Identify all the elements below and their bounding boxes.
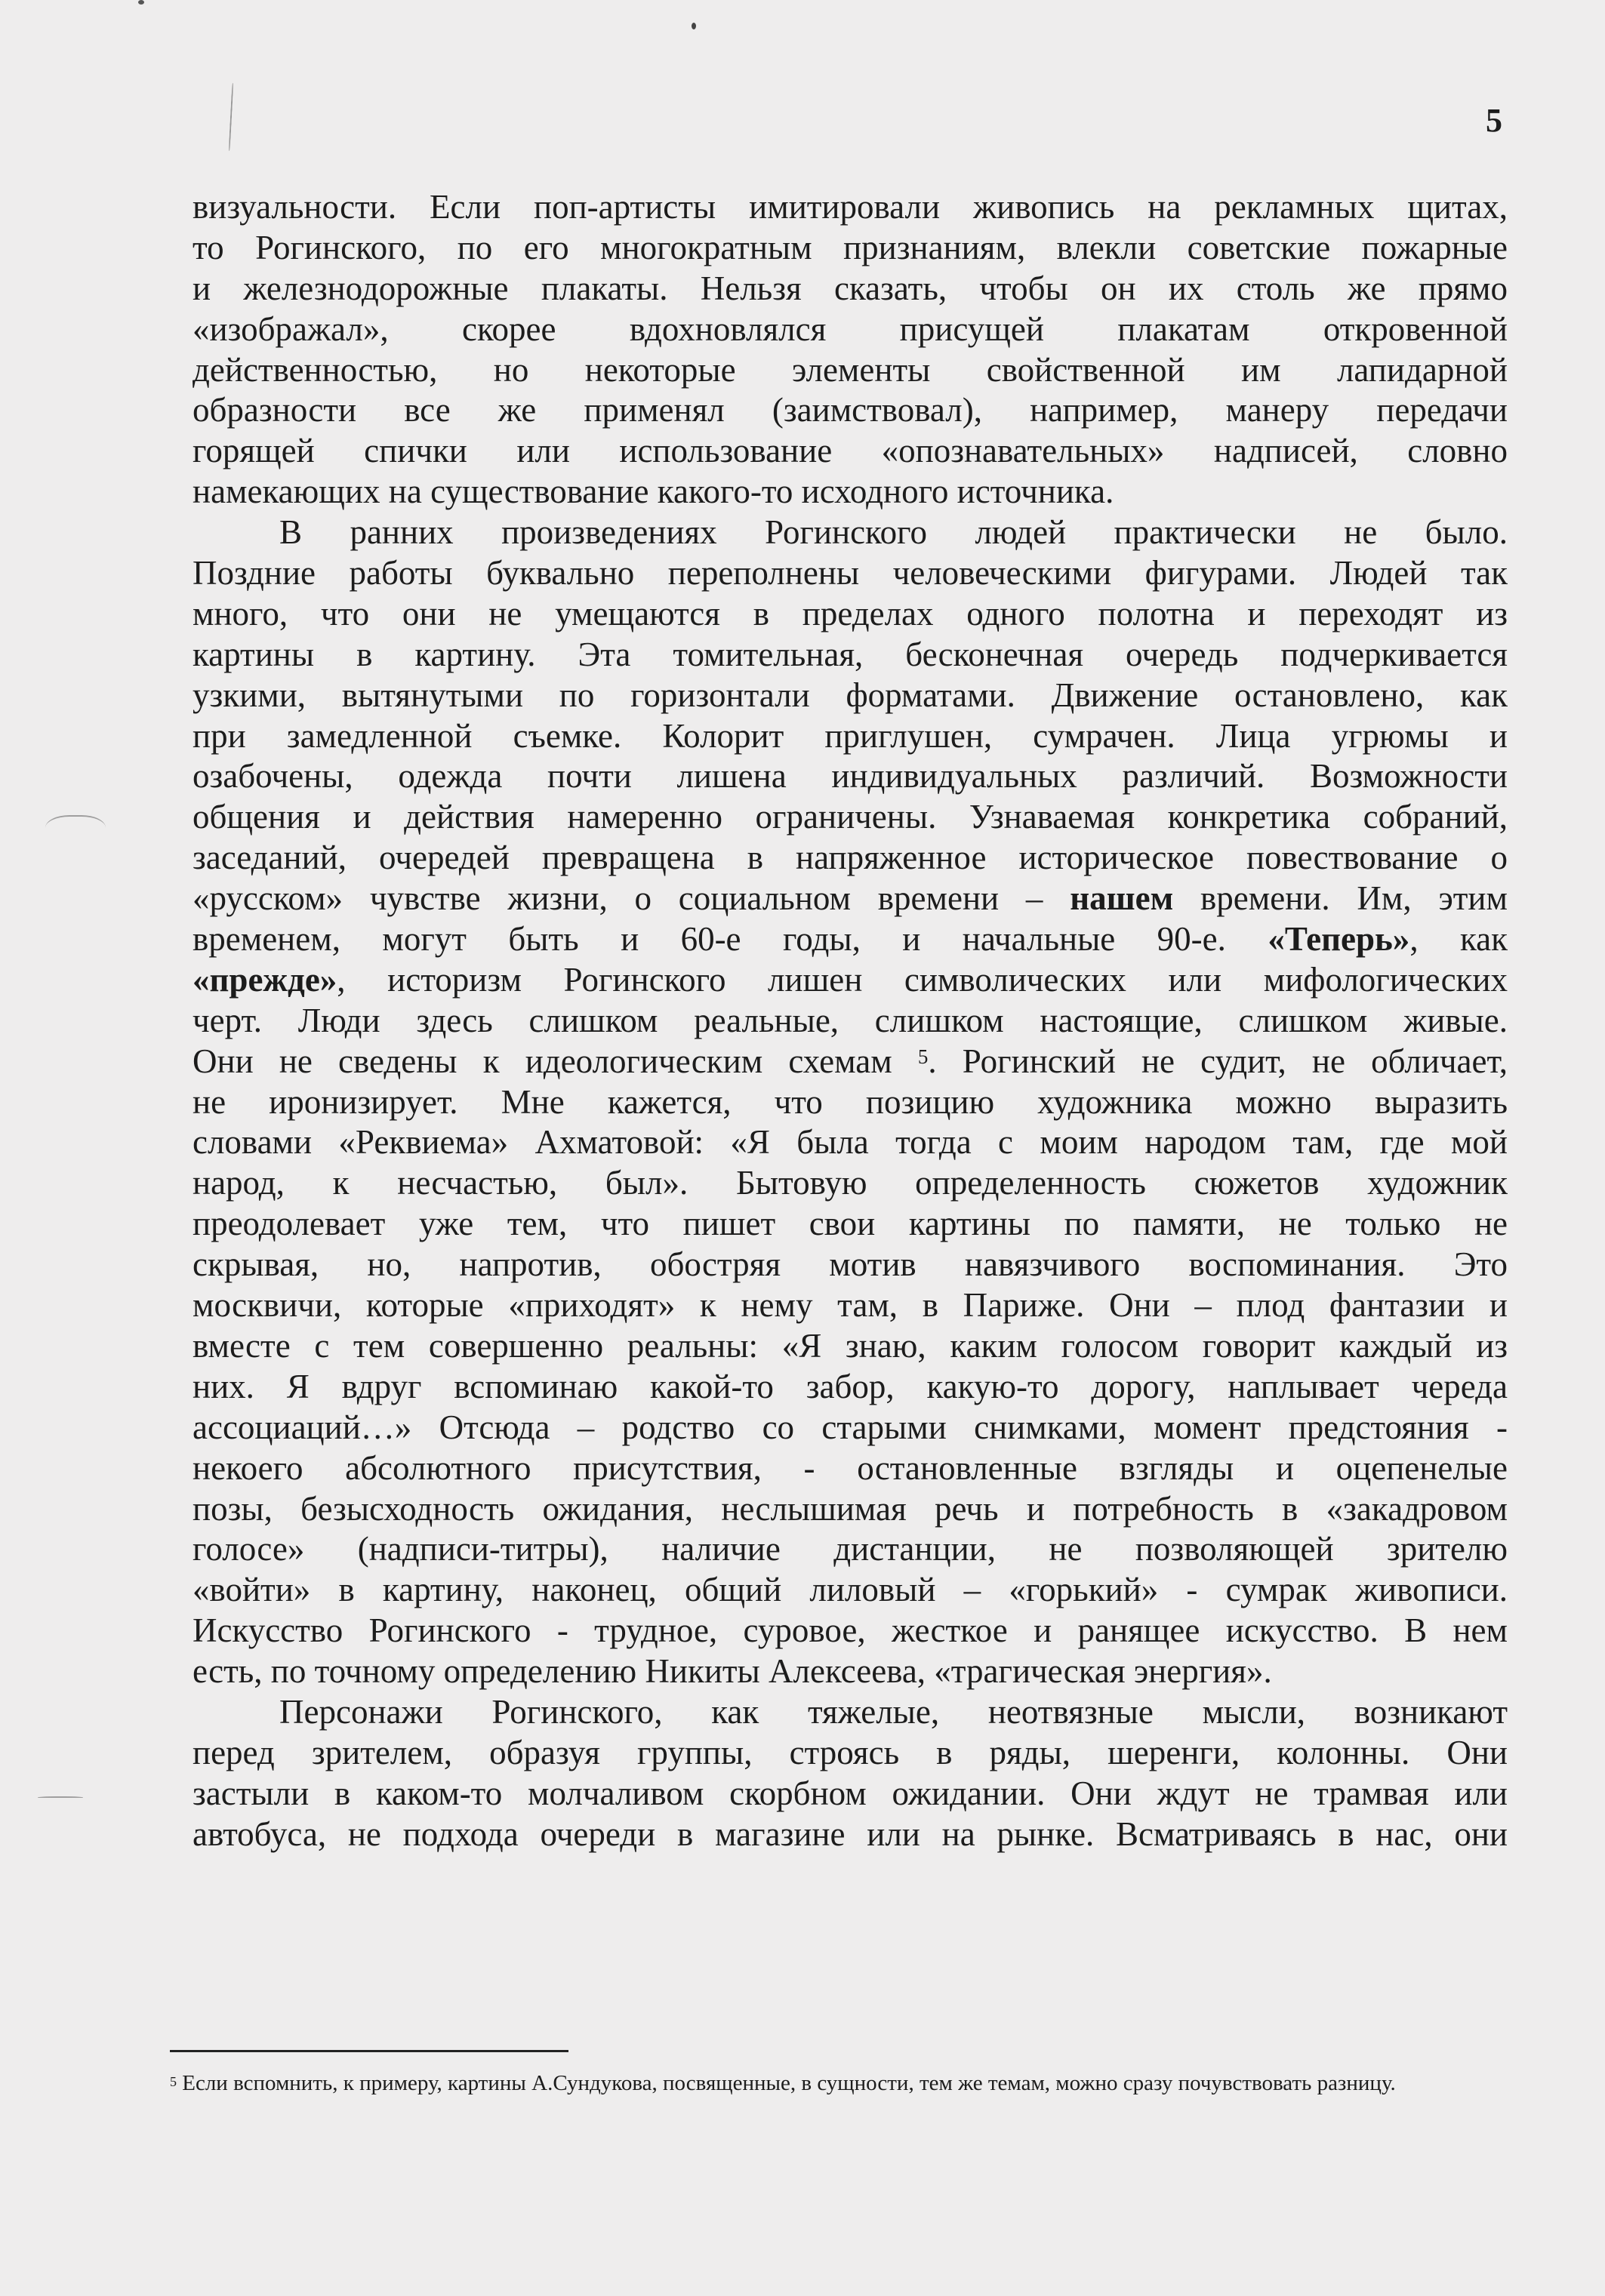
text-line: образности все же применял (заимствовал), например, манеру передачи <box>193 391 1508 429</box>
text-line: много, что они не умещаются в пределах одного полотна и переходят из <box>193 594 1508 632</box>
text-line: вместе с тем совершенно реальны: «Я знаю, каким голосом говорит каждый из <box>193 1326 1508 1365</box>
page-number: 5 <box>1486 102 1502 139</box>
text-line: действенностью, но некоторые элементы свойственной им лапидарной <box>193 350 1508 389</box>
scan-hair <box>229 83 234 151</box>
text-line: «войти» в картину, наконец, общий лиловый – «горький» - сумрак живописи. <box>193 1571 1508 1609</box>
footnote-reference: 5 <box>917 1045 929 1068</box>
text-line: В ранних произведениях Рогинского людей практически не было. <box>279 513 1508 552</box>
text-line: есть, по точному определению Никиты Алексеева, «трагическая энергия». <box>193 1652 1272 1691</box>
text-line: общения и действия намеренно ограничены. Узнаваемая конкретика собраний, <box>193 798 1508 836</box>
text-line: Персонажи Рогинского, как тяжелые, неотвязные мысли, возникают <box>279 1692 1508 1731</box>
text-line: картины в картину. Эта томительная, бесконечная очередь подчеркивается <box>193 635 1508 673</box>
text-line: не иронизирует. Мне кажется, что позицию художника можно выразить <box>193 1082 1508 1121</box>
text-line: узкими, вытянутыми по горизонтали форматами. Движение остановлено, как <box>193 676 1508 714</box>
scan-hair <box>38 1796 83 1799</box>
text-line: ассоциаций…» Отсюда – родство со старыми снимками, момент предстояния - <box>193 1408 1508 1446</box>
scan-hair <box>45 815 106 847</box>
text-line: и железнодорожные плакаты. Нельзя сказать, чтобы он их столь же прямо <box>193 269 1508 307</box>
text-line: горящей спички или использование «опознавательных» надписей, словно <box>193 432 1508 470</box>
footnote-separator <box>170 2050 568 2052</box>
text-line: народ, к несчастью, был». Бытовую определенность сюжетов художник <box>193 1164 1508 1202</box>
footnote-marker: 5 <box>170 2074 177 2089</box>
scan-speck <box>692 23 696 29</box>
text-line: заседаний, очередей превращена в напряженное историческое повествование о <box>193 839 1508 877</box>
text-line: голосе» (надписи-титры), наличие дистанции, не позволяющей зрителю <box>193 1530 1508 1568</box>
body-text <box>193 187 1508 1855</box>
paragraph <box>193 1692 1508 1855</box>
text-line: озабочены, одежда почти лишена индивидуальных различий. Возможности <box>193 757 1508 796</box>
text-line: Они не сведены к идеологическим схемам $^5$. Рогинский не судит, не обличает, <box>193 1042 1508 1080</box>
text-line: застыли в каком-то молчаливом скорбном ожидании. Они ждут не трамвая или <box>193 1774 1508 1812</box>
text-line: Искусство Рогинского - трудное, суровое, жесткое и ранящее искусство. В нем <box>193 1611 1508 1650</box>
text-line: преодолевает уже тем, что пишет свои картины по памяти, не только не <box>193 1205 1508 1243</box>
paragraph <box>193 512 1508 1692</box>
text-line: «прежде», историзм Рогинского лишен символических или мифологических <box>193 960 1508 999</box>
text-line: временем, могут быть и 60-е годы, и начальные 90-е. «Теперь», как <box>193 920 1508 959</box>
text-line: автобуса, не подхода очереди в магазине или на рынке. Всматриваясь в нас, они <box>193 1814 1508 1853</box>
text-line: некоего абсолютного присутствия, - остановленные взгляды и оцепенелые <box>193 1448 1508 1487</box>
text-line: намекающих на существование какого-то исходного источника. <box>193 472 1114 511</box>
footnote <box>170 2068 1506 2098</box>
text-line: «русском» чувстве жизни, о социальном времени – нашем времени. Им, этим <box>193 879 1508 918</box>
text-line: черт. Люди здесь слишком реальные, слишком настоящие, слишком живые. <box>193 1001 1508 1039</box>
text-line: позы, безысходность ожидания, неслышимая речь и потребность в «закадровом <box>193 1489 1508 1528</box>
emphasis: «Теперь» <box>1268 920 1410 959</box>
text-line: перед зрителем, образуя группы, строясь в ряды, шеренги, колонны. Они <box>193 1733 1508 1771</box>
text-line: при замедленной съемке. Колорит приглушен, сумрачен. Лица угрюмы и <box>193 716 1508 755</box>
text-line: Поздние работы буквально переполнены человеческими фигурами. Людей так <box>193 554 1508 592</box>
text-line: них. Я вдруг вспоминаю какой-то забор, какую-то дорогу, наплывает череда <box>193 1367 1508 1405</box>
text-line: «изображал», скорее вдохновлялся присущей плакатам откровенной <box>193 309 1508 348</box>
text-line: скрывая, но, напротив, обостряя мотив навязчивого воспоминания. Это <box>193 1245 1508 1284</box>
paragraph <box>193 187 1508 512</box>
text-line: словами «Реквиема» Ахматовой: «Я была тогда с моим народом там, где мой <box>193 1123 1508 1162</box>
footnote-text: Если вспомнить, к примеру, картины А.Сундукова, посвященные, в сущности, тем же темам, можно сразу почувствовать разницу. <box>182 2071 1396 2095</box>
text-line: визуальности. Если поп-артисты имитировали живопись на рекламных щитах, <box>193 188 1508 226</box>
text-line: москвичи, которые «приходят» к нему там, в Париже. Они – плод фантазии и <box>193 1286 1508 1325</box>
emphasis: нашем <box>1070 879 1174 918</box>
emphasis: «прежде» <box>193 960 337 999</box>
scan-speck <box>138 0 144 5</box>
text-line: то Рогинского, по его многократным признаниям, влекли советские пожарные <box>193 228 1508 266</box>
